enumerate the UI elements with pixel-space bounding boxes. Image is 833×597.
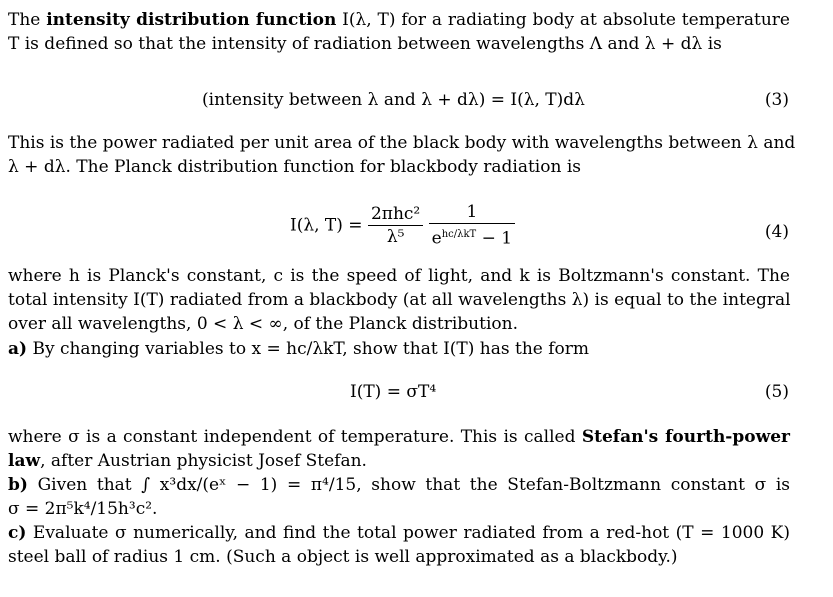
bold-term: intensity distribution function — [46, 10, 337, 30]
paragraph-3-line-3: over all wavelengths, 0 < λ < ∞, of the Planck distribution. — [8, 314, 518, 334]
text: where σ is a constant independent of temperature. This is called — [8, 427, 582, 447]
paragraph-3-line-2: total intensity I(T) radiated from a blackbody (at all wavelengths λ) is equal to the integral — [8, 290, 791, 310]
bold-term: law — [8, 451, 41, 471]
paragraph-4-line-1 — [8, 425, 790, 449]
fraction-1-denominator: λ⁵ — [386, 226, 405, 247]
paragraph-2-line-2: λ + dλ. The Planck distribution function for blackbody radiation is — [8, 157, 581, 177]
exp-tail: − 1 — [476, 228, 513, 249]
fraction-1-numerator: 2πhc² — [368, 204, 423, 226]
exp-exponent: hc/λkT — [441, 229, 477, 240]
equation-5: I(T) = σT⁴ — [350, 382, 437, 402]
fraction-2 — [429, 202, 515, 249]
text: , after Austrian physicist Josef Stefan. — [40, 451, 367, 471]
equation-3: (intensity between λ and λ + dλ) = I(λ, T)dλ — [202, 90, 585, 110]
part-c-line-2: steel ball of radius 1 cm. (Such a object is well approximated as a blackbody.) — [8, 547, 678, 567]
part-b-line-1 — [8, 473, 790, 497]
part-a-text: By changing variables to x = hc/λkT, show that I(T) has the form — [27, 339, 590, 359]
text: I(λ, T) for a radiating body at absolute temperature — [336, 10, 790, 30]
equation-4-lhs: I(λ, T) = — [290, 215, 363, 236]
paragraph-4-line-2 — [8, 449, 367, 473]
part-b-line-2: σ = 2π⁵k⁴/15h³c². — [8, 499, 158, 519]
part-b-text: Given that ∫ x³dx/(eˣ − 1) = π⁴/15, show that the Stefan-Boltzmann constant σ is — [27, 475, 790, 495]
fraction-2-numerator: 1 — [429, 202, 515, 224]
part-c-line-1 — [8, 521, 790, 545]
exp-base: e — [431, 228, 442, 249]
fraction-1 — [368, 204, 423, 247]
part-b-label: b) — [8, 475, 28, 495]
part-a-label: a) — [8, 339, 28, 359]
fraction-2-denominator — [429, 224, 515, 249]
part-c-label: c) — [8, 523, 27, 543]
paragraph-2-line-1: This is the power radiated per unit area of the black body with wavelengths between λ and — [8, 133, 796, 153]
part-c-text: Evaluate σ numerically, and find the total power radiated from a red-hot (T = 1000 K) — [26, 523, 790, 543]
paragraph-3-line-1: where h is Planck's constant, c is the speed of light, and k is Boltzmann's constant. The — [8, 266, 790, 286]
text: The — [8, 10, 47, 30]
paragraph-1-line-1 — [8, 8, 790, 32]
equation-4-number: (4) — [764, 222, 789, 242]
part-a — [8, 337, 589, 361]
equation-3-number: (3) — [764, 90, 789, 110]
bold-term: Stefan's fourth-power — [581, 427, 790, 447]
paragraph-1-line-2: T is defined so that the intensity of radiation between wavelengths Λ and λ + dλ is — [8, 34, 722, 54]
equation-4 — [290, 202, 515, 254]
equation-5-number: (5) — [764, 382, 789, 402]
